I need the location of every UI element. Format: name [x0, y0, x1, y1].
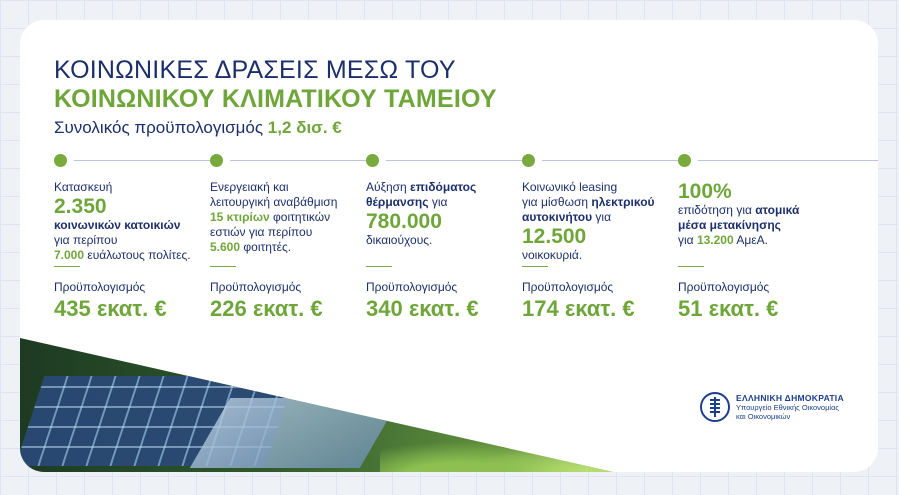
desc-text: φοιτητές.	[243, 240, 292, 254]
desc-text: φοιτητικών	[272, 210, 331, 224]
highlight-number: 780.000	[366, 210, 442, 233]
timeline-divider	[698, 160, 878, 161]
desc-bold: επιδόματος	[410, 180, 477, 194]
action-description	[678, 180, 838, 248]
timeline-divider	[74, 160, 210, 161]
total-budget	[54, 118, 342, 138]
ministry-name-line-2: και Οικονομικών	[736, 412, 791, 421]
ministry-name-line-1: Υπουργείο Εθνικής Οικονομίας	[736, 403, 840, 412]
budget-value: 226 εκατ. €	[210, 296, 323, 321]
desc-text: ευάλωτους πολίτες.	[87, 248, 191, 262]
desc-text: για	[678, 233, 694, 247]
desc-text: ΑμεΑ.	[736, 233, 768, 247]
government-logo	[700, 392, 844, 422]
solar-panels-photo	[20, 338, 640, 472]
action-description	[210, 180, 370, 255]
total-budget-label: Συνολικός προϋπολογισμός	[54, 118, 264, 137]
desc-text: για	[595, 210, 612, 224]
action-description	[366, 180, 526, 248]
budget-label: Προϋπολογισμός	[366, 280, 458, 294]
budget-value: 340 εκατ. €	[366, 296, 479, 321]
bullet-dot-icon	[210, 154, 223, 167]
page-title	[54, 56, 497, 114]
desc-text: Κοινωνικό leasing	[522, 180, 618, 194]
budget-divider	[522, 266, 548, 267]
budget-value: 51 εκατ. €	[678, 296, 779, 321]
timeline-divider	[386, 160, 522, 161]
desc-green: 13.200	[696, 233, 734, 247]
desc-text: για μίσθωση	[522, 195, 589, 209]
desc-text: για περίπου	[54, 233, 118, 247]
title-line-2: ΚΟΙΝΩΝΙΚΟΥ ΚΛΙΜΑΤΙΚΟΥ ΤΑΜΕΙΟΥ	[54, 85, 497, 113]
desc-text: για	[736, 203, 752, 217]
government-name: ΕΛΛΗΝΙΚΗ ΔΗΜΟΚΡΑΤΙΑ	[736, 393, 844, 403]
desc-bold: αυτοκινήτου	[522, 210, 593, 224]
budget-label: Προϋπολογισμός	[522, 280, 614, 294]
desc-text: Κατασκευή	[54, 180, 113, 194]
desc-text: νοικοκυριά.	[522, 248, 583, 262]
desc-text: δικαιούχους.	[366, 233, 433, 247]
budget-label: Προϋπολογισμός	[54, 280, 146, 294]
budget-divider	[366, 266, 392, 267]
desc-text: Αύξηση	[366, 180, 407, 194]
desc-text: επιδότηση	[678, 203, 733, 217]
budget-divider	[678, 266, 704, 267]
action-description	[54, 180, 214, 263]
desc-green: 5.600	[210, 240, 241, 254]
budget-value: 174 εκατ. €	[522, 296, 635, 321]
infographic-card	[20, 20, 878, 472]
budget-divider	[210, 266, 236, 267]
desc-text: εστιών για περίπου	[210, 225, 313, 239]
greek-coat-of-arms-icon	[700, 392, 730, 422]
desc-text: για	[431, 195, 448, 209]
highlight-number: 12.500	[522, 225, 587, 248]
desc-bold: ατομικά	[755, 203, 800, 217]
desc-bold: κοινωνικών κατοικιών	[54, 218, 181, 232]
desc-green: 7.000	[54, 248, 85, 262]
government-text	[736, 393, 844, 421]
highlight-number: 100%	[678, 180, 732, 203]
action-description	[522, 180, 682, 263]
budget-label: Προϋπολογισμός	[210, 280, 302, 294]
budget-divider	[54, 266, 80, 267]
bullet-dot-icon	[522, 154, 535, 167]
desc-bold: ηλεκτρικού	[591, 195, 655, 209]
bullet-dot-icon	[366, 154, 379, 167]
grass-image	[380, 428, 640, 472]
budget-label: Προϋπολογισμός	[678, 280, 770, 294]
desc-text: Ενεργειακή και	[210, 180, 289, 194]
timeline-divider	[230, 160, 366, 161]
total-budget-value: 1,2 δισ. €	[267, 118, 342, 137]
bullet-dot-icon	[54, 154, 67, 167]
desc-green: 15 κτιρίων	[210, 210, 270, 224]
desc-text: λειτουργική αναβάθμιση	[210, 195, 338, 209]
highlight-number: 2.350	[54, 195, 107, 218]
bullet-dot-icon	[678, 154, 691, 167]
title-line-1: ΚΟΙΝΩΝΙΚΕΣ ΔΡΑΣΕΙΣ ΜΕΣΩ ΤΟΥ	[54, 56, 456, 84]
desc-bold: θέρμανσης	[366, 195, 429, 209]
timeline-divider	[542, 160, 678, 161]
budget-value: 435 εκατ. €	[54, 296, 167, 321]
desc-bold: μέσα μετακίνησης	[678, 218, 781, 232]
